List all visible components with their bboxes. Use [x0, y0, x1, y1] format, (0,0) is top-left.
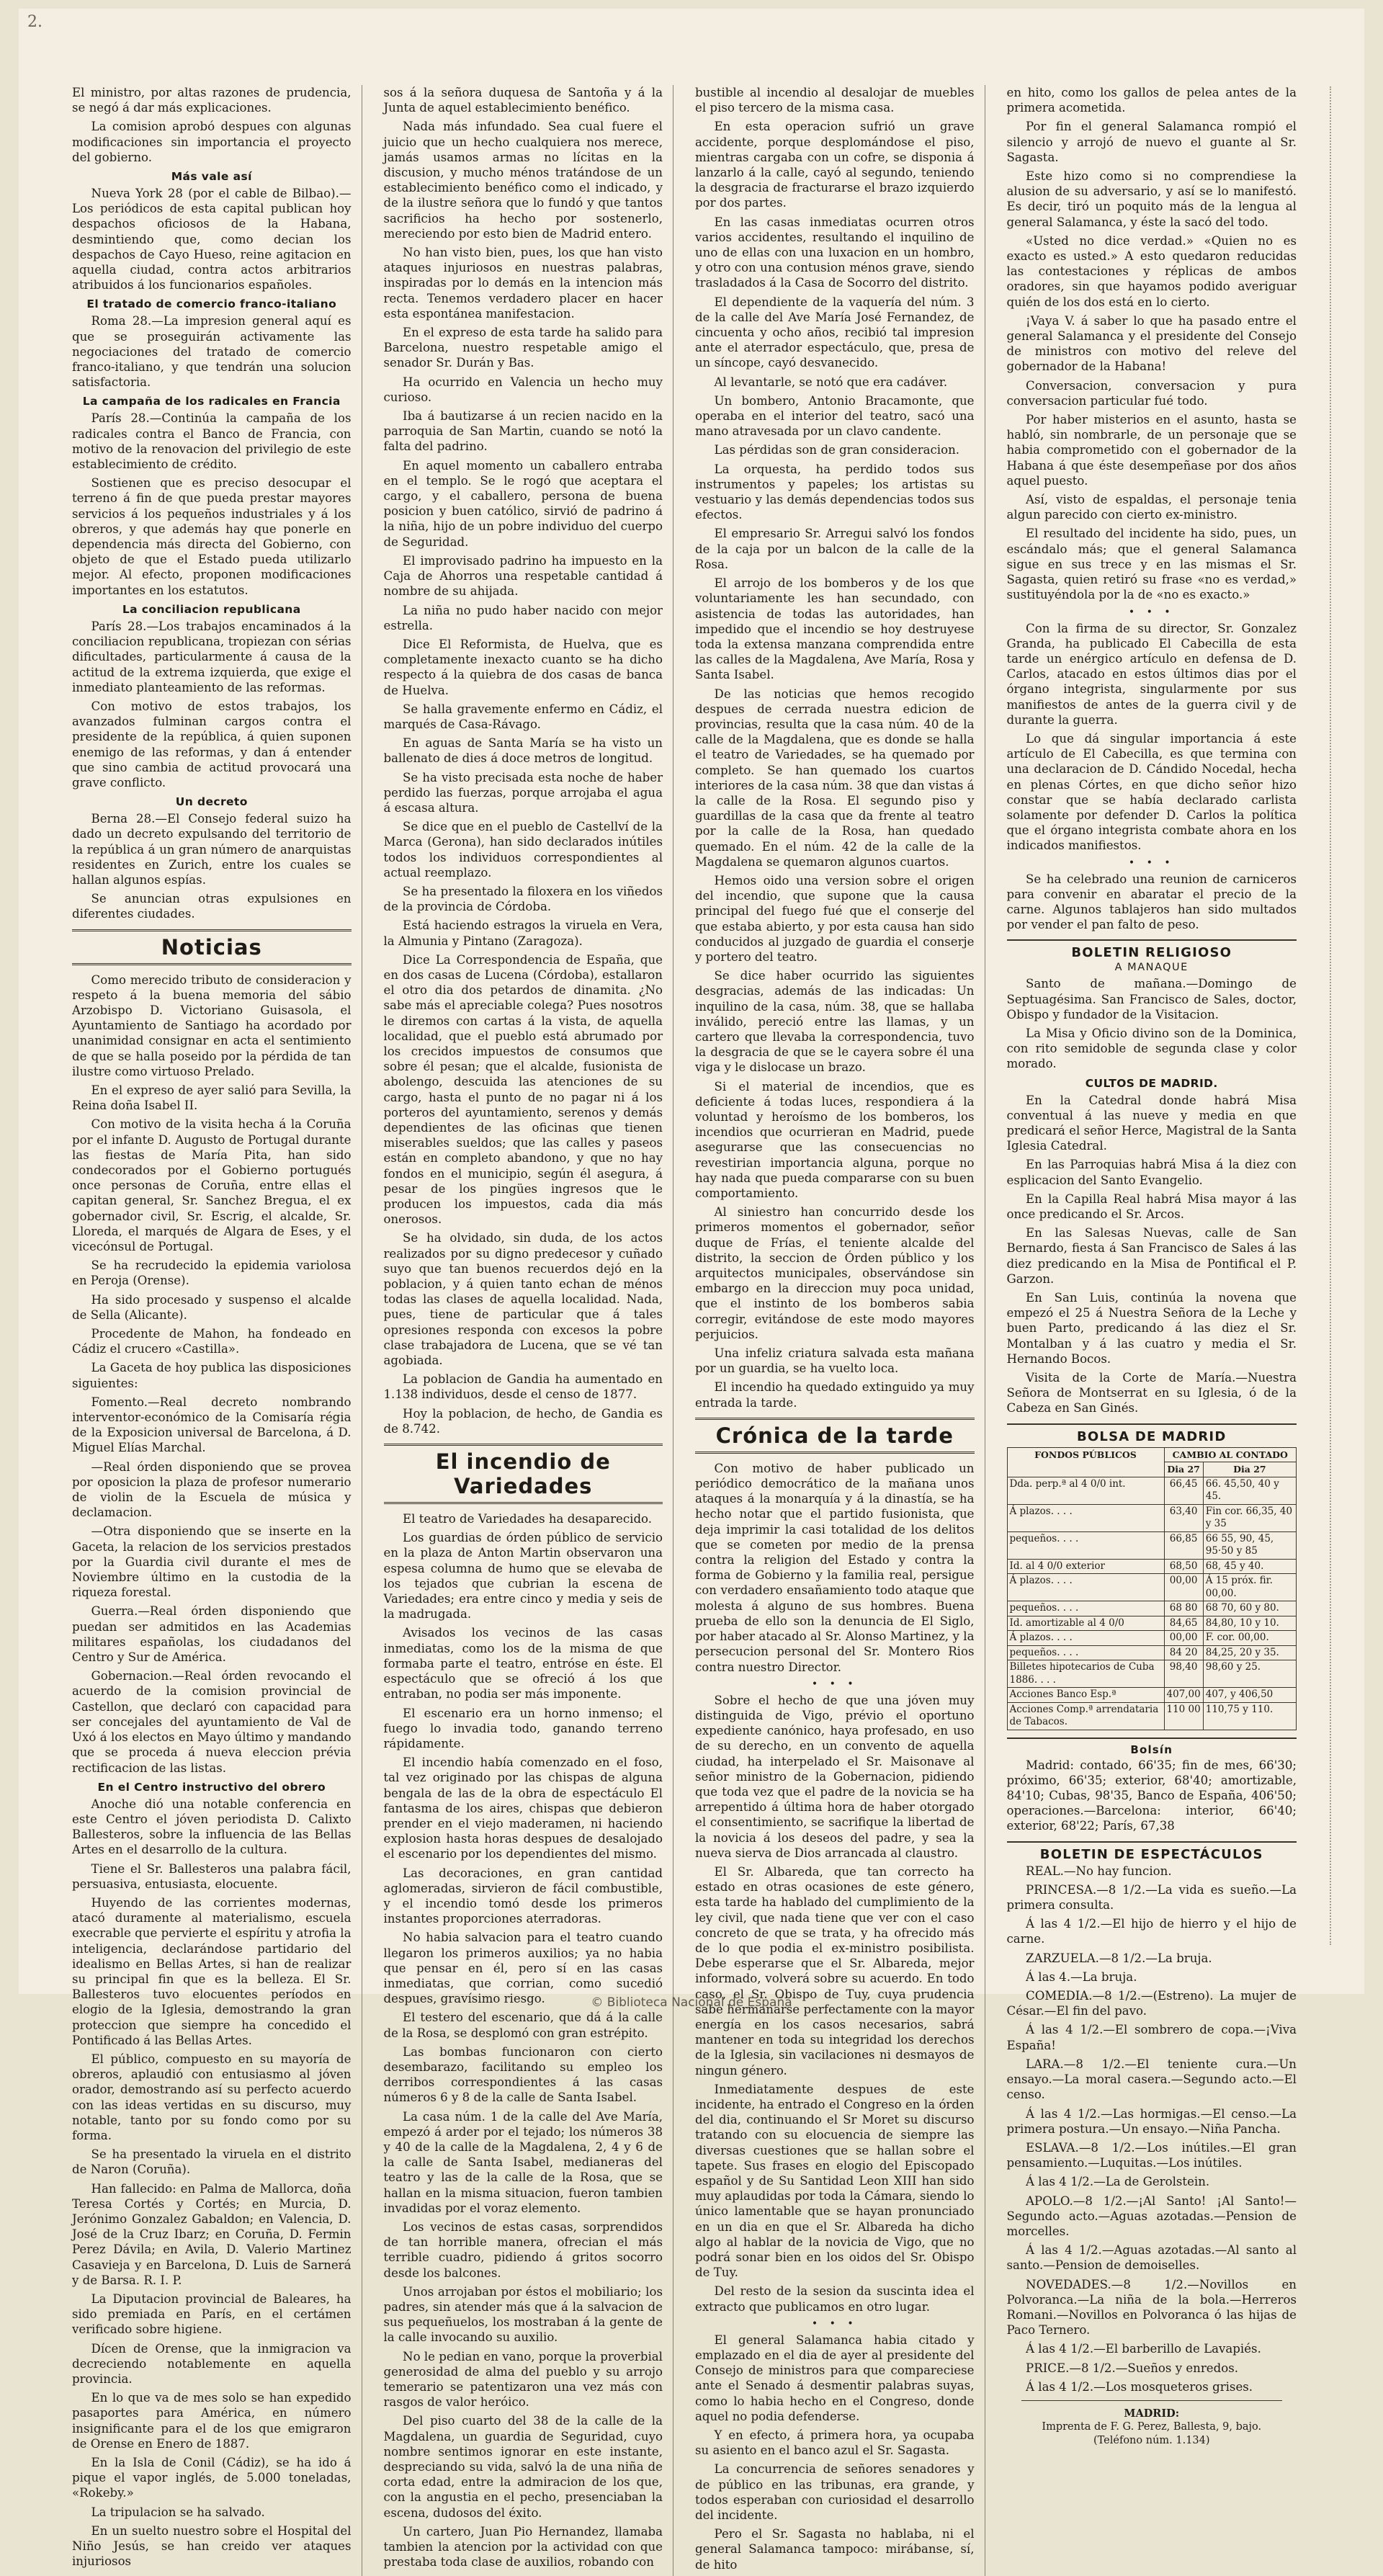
article-paragraph: Con motivo de estos trabajos, los avanzados fulminan cargos contra el presidente de la república, á quien suponen enemigo de las reformas, y dan á entender que sino cambia de actitud provocará una grave conflicto. [72, 699, 352, 790]
article-paragraph: El improvisado padrino ha impuesto en la Caja de Ahorros una respetable cantidad á nombre de su ahijada. [383, 553, 663, 599]
article-paragraph: El ministro, por altas razones de prudencia, se negó á dar más explicaciones. [72, 86, 352, 115]
espectaculos-body [1007, 1864, 1297, 2394]
article-paragraph: Hoy la poblacion, de hecho, de Gandia es de 8.742. [383, 1406, 663, 1436]
article-paragraph: En la Capilla Real habrá Misa mayor á las once predicando el Sr. Arcos. [1006, 1191, 1297, 1221]
subheading: El tratado de comercio franco-italiano [86, 298, 337, 311]
bolsa-cell-dia-1: 84,65 [1164, 1616, 1203, 1631]
article-paragraph: Así, visto de espaldas, el personaje tenia algun parecido con cierto ex-ministro. [1006, 493, 1297, 522]
article-paragraph: Fomento.—Real decreto nombrando interventor-económico de la Comisaría régia de la Exposicion universal de Barcelona, á D. Miguel Elías Marchal. [72, 1395, 352, 1455]
article-paragraph: Á las 4 1/2.—Las hormigas.—El censo.—La primera postura.—Un ensayo.—Niña Pancha. [1006, 2106, 1297, 2136]
bolsa-cell-dia-1: 66,85 [1164, 1531, 1203, 1559]
column-4 [1007, 85, 1297, 2576]
article-paragraph: Tiene el Sr. Ballesteros una palabra fácil, persuasiva, entusiasta, elocuente. [72, 1861, 352, 1891]
bolsa-cell-name: Dda. perp.ª al 4 0/0 int. [1007, 1477, 1164, 1504]
article-paragraph: Como merecido tributo de consideracion y respeto á la buena memoria del sábio Arzobispo D. Victoriano Guisasola, el Ayuntamiento de Santiago ha acordado por unanimidad consignar en acta el sentimiento de que se halla poseido por la pérdida de tan ilustre como virtuoso Prelado. [72, 972, 352, 1078]
article-paragraph: Los vecinos de estas casas, sorprendidos de tan horrible manera, ofrecian el más terrible cuadro, pidiendo á gritos socorro desde los balcones. [383, 2220, 663, 2280]
page-number: 2. [27, 13, 42, 31]
article-paragraph: Se ha olvidado, sin duda, de los actos realizados por su digno predecesor y cuñado suyo que tan buenos recuerdos dejó en la poblacion, y á quien tanto echan de ménos todas las clases de aquella localidad. Nada, pues, tiene de particular que á tales opresiones responda con excesos la pobre clase trabajadora de Lucena, que se vé tan agobiada. [383, 1231, 663, 1368]
article-paragraph: La Misa y Oficio divino son de la Dominica, con rito semidoble de segunda clase y color morado. [1006, 1026, 1297, 1071]
article-paragraph: en hito, como los gallos de pelea antes de la primera acometida. [1006, 86, 1297, 115]
bolsa-cell-name: Á plazos. . . . [1007, 1631, 1164, 1646]
separator-asterism: • • • [811, 2317, 858, 2330]
bolsa-cell-dia-1: 110 00 [1164, 1702, 1203, 1730]
article-paragraph: REAL.—No hay funcion. [1026, 1864, 1172, 1878]
bolsa-row [1007, 1559, 1297, 1574]
article-paragraph: El teatro de Variedades ha desaparecido. [403, 1512, 653, 1526]
boletin-espectaculos [1007, 1841, 1297, 2394]
section-banner: Crónica de la tarde [695, 1418, 975, 1454]
article-paragraph: Anoche dió una notable conferencia en este Centro el jóven periodista D. Calixto Ballesteros, sobre la influencia de las Bellas Artes en el desarrollo de la cultura. [72, 1797, 352, 1857]
article-paragraph: Procedente de Mahon, ha fondeado en Cádiz el crucero «Castilla». [72, 1327, 352, 1356]
article-paragraph: Con motivo de la visita hecha á la Coruña por el infante D. Augusto de Portugal durante las fiestas de María Pita, han sido condecorados por el Gobierno portugués once personas de Coruña, entre ellas el capitan general, Sr. Sanchez Bregua, el ex gobernador civil, Sr. Escrig, el alcalde, Sr. Lloreda, el marqués de Algara de Eses, y el vicecónsul de Portugal. [72, 1117, 352, 1253]
imprint-city: MADRID: [1124, 2407, 1180, 2420]
bolsa-col-fondos: FONDOS PÚBLICOS [1007, 1447, 1164, 1477]
bolsa-cell-dia-2: 407, y 406,50 [1203, 1688, 1296, 1703]
bolsa-cell-dia-1: 63,40 [1164, 1504, 1203, 1531]
article-paragraph: Se ha presentado la filoxera en los viñedos de la provincia de Córdoba. [383, 884, 663, 914]
subheading: La conciliacion republicana [122, 602, 301, 616]
article-paragraph: Por haber misterios en el asunto, hasta se habló, sin nombrarle, de un personaje que se habia comprometido con el gobernador de la Habana á que éste desempeñase por dos años aquel puesto. [1006, 413, 1297, 488]
bolsa-cell-dia-2: 66 55, 90, 45, 95·50 y 85 [1203, 1531, 1296, 1559]
article-paragraph: París 28.—Los trabajos encaminados á la conciliacion republicana, tropiezan con sérias dificultades, particularmente á causa de la actitud de la extrema izquierda, que exige el inmediato planteamiento de las reformas. [72, 619, 352, 694]
article-paragraph: Del piso cuarto del 38 de la calle de la Magdalena, un guardia de Seguridad, cuyo nombre sentimos ignorar en este instante, despreciando su vida, salvó la de una niña de corta edad, entre la admiracion de los que, con la angustia en el pecho, presenciaban la escena, dudosos del éxito. [383, 2414, 663, 2520]
article-paragraph: Al siniestro han concurrido desde los primeros momentos el gobernador, señor duque de Frías, el teniente alcalde del distrito, la seccion de Órden público y los arquitectos municipales, observándose sin embargo en la direccion muy poca unidad, que el instinto de los bomberos sabia corregir, evitándose de este modo mayores perjuicios. [695, 1205, 975, 1341]
column-1 [72, 85, 362, 2576]
imprint [1007, 2407, 1297, 2448]
article-paragraph: Iba á bautizarse á un recien nacido en la parroquia de San Martin, cuando se notó la falta del padrino. [383, 409, 663, 454]
article-paragraph: La Diputacion provincial de Baleares, ha sido premiada en París, en el certámen verificado sobre higiene. [72, 2292, 352, 2337]
divider [1021, 2400, 1283, 2401]
bolsa-cell-dia-2: Fin cor. 66,35, 40 y 35 [1203, 1504, 1296, 1531]
bolsa-row [1007, 1477, 1297, 1504]
article-paragraph: PRICE.—8 1/2.—Sueños y enredos. [1026, 2361, 1238, 2375]
article-paragraph: Á las 4 1/2.—La de Gerolstein. [1026, 2175, 1210, 2189]
article-paragraph: Se ha presentado la viruela en el distrito de Naron (Coruña). [72, 2147, 352, 2177]
article-paragraph: No habia salvacion para el teatro cuando llegaron los primeros auxilios; ya no habia que pensar en él, pero sí en las casas inmediatas, que corrian, como sucedió despues, gravísimo riesgo. [383, 1931, 663, 2006]
article-paragraph: Un cartero, Juan Pio Hernandez, llamaba tambien la atencion por la actividad con que prestaba toda clase de auxilios, robando con [383, 2524, 663, 2570]
espectaculos-title: BOLETIN DE ESPECTÁCULOS [1007, 1841, 1297, 1862]
article-paragraph: ZARZUELA.—8 1/2.—La bruja. [1026, 1951, 1212, 1965]
article-paragraph: Guerra.—Real órden disponiendo que puedan ser admitidos en las Academias militares españolas, los ciudadanos del Centro y Sur de América. [72, 1604, 352, 1665]
article-paragraph: París 28.—Continúa la campaña de los radicales contra el Banco de Francia, con motivo de la renovacion del privilegio de este establecimiento de crédito. [72, 411, 352, 472]
bolsa-cell-name: Acciones Banco Esp.ª [1007, 1688, 1164, 1703]
article-paragraph: Por fin el general Salamanca rompió el silencio y arrojó de nuevo el guante al Sr. Sagasta. [1006, 120, 1297, 164]
bolsa-table [1007, 1447, 1297, 1730]
article-paragraph: La tripulacion se ha salvado. [91, 2505, 265, 2519]
fold-mark [1330, 86, 1335, 1945]
article-paragraph: Ha ocurrido en Valencia un hecho muy curioso. [383, 375, 663, 404]
article-paragraph: Este hizo como si no comprendiese la alusion de su adversario, y así se lo manifestó. Es decir, tiró un poquito más de la lengua al general Salamanca, y éste la sacó del todo. [1006, 169, 1297, 229]
article-paragraph: Los guardias de órden público de servicio en la plaza de Anton Martin observaron una espesa columna de humo que se elevaba de los tejados que cubrian la escena de Variedades; era entre cinco y media y seis de la madrugada. [383, 1531, 663, 1622]
bolsa-cell-name: pequeños. . . . [1007, 1601, 1164, 1616]
article-paragraph: De las noticias que hemos recogido despues de cerrada nuestra edicion de provincias, resulta que la casa núm. 40 de la calle de la Magdalena, que es donde se halla el teatro de Variedades, se ha quemado por completo. Se han quemado los cuartos interiores de la casa núm. 38 que dan vistas á la calle de la Rosa. El segundo piso y guardillas de la casa que da frente al teatro por la calle de la Rosa, han quedado quemado. En el núm. 42 de la calle de la Magdalena se quemaron algunos cuartos. [695, 687, 975, 869]
article-paragraph: Visita de la Corte de María.—Nuestra Señora de Montserrat en su Iglesia, ó de la Cabeza en San Ginés. [1006, 1371, 1297, 1416]
bolsa-row [1007, 1574, 1297, 1601]
article-paragraph: En el expreso de esta tarde ha salido para Barcelona, nuestro respetable amigo el senador Sr. Durán y Bas. [383, 326, 663, 370]
article-paragraph: Del resto de la sesion da suscinta idea el extracto que publicamos en otro lugar. [695, 2284, 975, 2314]
bolsa-cell-dia-1: 68 80 [1164, 1601, 1203, 1616]
bolsa-de-madrid [1007, 1423, 1297, 1834]
bolsa-cell-dia-1: 00,00 [1164, 1631, 1203, 1646]
bolsa-cell-name: Á plazos. . . . [1007, 1504, 1164, 1531]
article-paragraph: NOVEDADES.—8 1/2.—Novillos en Polvoranca.—La niña de la bola.—Herreros Romani.—Novillos en Polvoranca ó las hijas de Paco Ternero. [1006, 2277, 1297, 2338]
bolsa-cell-name: Id. amortizable al 4 0/0 [1007, 1616, 1164, 1631]
bolsa-col-cambio: CAMBIO AL CONTADO [1164, 1447, 1297, 1462]
bolsa-table-body [1007, 1477, 1297, 1730]
article-paragraph: Dícen de Orense, que la inmigracion va decreciendo notablemente en aquella provincia. [72, 2341, 352, 2387]
article-paragraph: El incendio había comenzado en el foso, tal vez originado por las chispas de alguna bengala de las de la obra de espectáculo El fantasma de los aires, chispas que debieron prender en el viejo maderamen, ni haciendo explosion hasta horas despues de desalojado el escenario por los dependientes del mismo. [383, 1756, 663, 1861]
article-paragraph: En lo que va de mes solo se han expedido pasaportes para América, en número insignificante para el de los que emigraron de Orense en Enero de 1887. [72, 2391, 352, 2451]
column-2 [384, 85, 674, 2576]
article-paragraph: Se ha visto precisada esta noche de haber perdido las fuerzas, porque arrojaba el agua á escasa altura. [383, 770, 663, 815]
bolsa-row [1007, 1531, 1297, 1559]
article-paragraph: En un suelto nuestro sobre el Hospital del Niño Jesús, se han creido ver ataques injuriosos [72, 2523, 352, 2569]
article-paragraph: La concurrencia de señores senadores y de público en las tribunas, era grande, y todos esperaban con curiosidad el desarrollo del incidente. [695, 2462, 975, 2523]
bolsa-row [1007, 1616, 1297, 1631]
article-paragraph: Unos arrojaban por éstos el mobiliario; los padres, sin atender más que á la salvacion de sus pequeñuelos, los mostraban á la gente de la calle invocando su auxilio. [383, 2284, 663, 2345]
article-paragraph: Ha sido procesado y suspenso el alcalde de Sella (Alicante). [72, 1292, 352, 1322]
article-paragraph: En el expreso de ayer salió para Sevilla, la Reina doña Isabel II. [72, 1083, 352, 1113]
bolsa-cell-dia-1: 00,00 [1164, 1574, 1203, 1601]
article-paragraph: Á las 4.—La bruja. [1026, 1969, 1137, 1984]
bolsa-row [1007, 1601, 1297, 1616]
article-paragraph: COMEDIA.—8 1/2.—(Estreno). La mujer de César.—El fin del pavo. [1006, 1989, 1297, 2018]
article-paragraph: Las decoraciones, en gran cantidad aglomeradas, sirvieron de fácil combustible, y el incendio tomó desde los primeros instantes proporciones aterradoras. [383, 1866, 663, 1926]
article-paragraph: En aquel momento un caballero entraba en el templo. Se le rogó que aceptara el cargo, y el caballero, persona de buena posicion y buen católico, sirvió de padrino á la niña, hijo de un pobre individuo del cuerpo de Seguridad. [383, 458, 663, 549]
article-paragraph: La niña no pudo haber nacido con mejor estrella. [383, 603, 663, 632]
bolsa-cell-dia-2: Á 15 próx. fir. 00,00. [1203, 1574, 1296, 1601]
article-paragraph: Hemos oido una version sobre el origen del incendio, que supone que la causa principal del fuego fué que el conserje del que estaba abierto, y por esta causa han sido conducidos al juzgado de guardia el conserje y portero del teatro. [695, 873, 975, 964]
article-paragraph: ¡Vaya V. á saber lo que ha pasado entre el general Salamanca y el presidente del Consejo de ministros con motivo del releve del gobernador de la Habana! [1006, 313, 1297, 374]
bolsa-cell-dia-2: 66. 45,50, 40 y 45. [1203, 1477, 1296, 1504]
article-paragraph: La comision aprobó despues con algunas modificaciones sin importancia el proyecto del gobierno. [72, 120, 352, 164]
article-paragraph: El empresario Sr. Arregui salvó los fondos de la caja por un balcon de la calle de la Rosa. [695, 527, 975, 571]
article-paragraph: Las pérdidas son de gran consideracion. [714, 443, 960, 457]
article-paragraph: En esta operacion sufrió un grave accidente, porque desplomándose el piso, mientras cargaba con un cofre, se disponia á lanzarlo á la calle, cayó al segundo, teniendo la desgracia de fracturarse el brazo izquierdo por dos partes. [695, 120, 975, 210]
article-paragraph: Han fallecido: en Palma de Mallorca, doña Teresa Cortés y Cortés; en Murcia, D. Jerónimo Gonzalez Gabaldon; en Valencia, D. José de la Cruz Ibarz; en Coruña, D. Fermin Perez Dávila; en Avila, D. Valerio Martinez Casavieja y en Barcelona, D. Luis de Sarnerá y de Barsa. R. I. P. [72, 2181, 352, 2287]
bolsa-row [1007, 1702, 1297, 1730]
article-paragraph: Dice El Reformista, de Huelva, que es completamente inexacto cuanto se ha dicho respecto á la quiebra de dos casas de banca de Huelva. [383, 637, 663, 697]
article-paragraph: Roma 28.—La impresion general aquí es que se proseguirán activamente las negociaciones del tratado de comercio franco-italiano, y que tendrán una solucion satisfactoria. [72, 314, 352, 390]
imprint-line-1: Imprenta de F. G. Perez, Ballesta, 9, bajo. [1042, 2420, 1262, 2433]
bolsa-row [1007, 1660, 1297, 1688]
article-paragraph: En las Salesas Nuevas, calle de San Bernardo, fiesta á San Francisco de Sales á las diez predicando en la Misa de Pontifical el P. Garzon. [1006, 1226, 1297, 1286]
article-paragraph: La orquesta, ha perdido todos sus instrumentos y papeles; los artistas su vestuario y las demás dependencias todos sus efectos. [695, 462, 975, 522]
bolsa-row [1007, 1504, 1297, 1531]
subheading: En el Centro instructivo del obrero [97, 1780, 326, 1794]
boletin-religioso-body [1007, 976, 1297, 1416]
article-paragraph: Nada más infundado. Sea cual fuere el juicio que un hecho cualquiera nos merece, jamás usamos armas no lícitas en la discusion, y mucho ménos tratándose de un establecimiento benéfico como el indicado, y de la ilustre señora que lo fundó y que tantos sacrificios ha hecho por sostenerlo, mereciendo por esto bien de Madrid entero. [383, 120, 663, 241]
article-paragraph: El Sr. Albareda, que tan correcto ha estado en otras ocasiones de este género, esta tarde ha hablado del cumplimiento de la ley civil, que nada tiene que ver con el caso concreto de que se trata, y ha ofrecido más de lo que podia el ex-ministro posibilista. Debe esperarse que el Sr. Albareda, mejor informado, volverá sobre su acuerdo. En todo caso, el Sr. Obispo de Tuy, cuya prudencia sabe hermanarse perfectamente con la mayor energía en los casos necesarios, sabrá mantener en toda su integridad los derechos de la Iglesia, sin vacilaciones ni desmayos de ningun género. [695, 1864, 975, 2078]
article-paragraph: Á las 4 1/2.—Los mosqueteros grises. [1026, 2379, 1253, 2394]
bolsa-row [1007, 1688, 1297, 1703]
article-paragraph: El arrojo de los bomberos y de los que voluntariamente les han secundado, con asistencia de todas las autoridades, han impedido que el incendio se hoy destruyese toda la extensa manzana comprendida entre las calles de la Magdalena, Ave María, Rosa y Santa Isabel. [695, 576, 975, 682]
article-paragraph: Si el material de incendios, que es deficiente á todas luces, respondiera á la voluntad y heroísmo de los bomberos, los incendios que ocurrieran en Madrid, puede asegurarse que las consecuencias no revestirian importancia alguna, porque no hay nada que pueda compararse con su buen comportamiento. [695, 1079, 975, 1201]
article-paragraph: Avisados los vecinos de las casas inmediatas, como los de la misma de que formaba parte el teatro, entróse en éste. El espectáculo que se ofreció á los que entraban, no podia ser más imponente. [383, 1626, 663, 1701]
article-paragraph: «Usted no dice verdad.» «Quien no es exacto es usted.» A esto quedaron reducidas las contestaciones y réplicas de ambos oradores, sin que hayamos podido averiguar quién de los dos está en lo cierto. [1006, 233, 1297, 309]
article-paragraph: Á las 4 1/2.—Aguas azotadas.—Al santo al santo.—Pension de demoiselles. [1006, 2243, 1297, 2273]
subheading: Un decreto [175, 795, 248, 809]
article-paragraph: PRINCESA.—8 1/2.—La vida es sueño.—La primera consulta. [1006, 1882, 1297, 1913]
article-paragraph: En aguas de Santa María se ha visto un ballenato de dies á doce metros de longitud. [383, 736, 663, 766]
separator-asterism: • • • [1128, 857, 1175, 869]
article-paragraph: Á las 4 1/2.—El hijo de hierro y el hijo de carne. [1006, 1917, 1297, 1946]
bolsa-cell-name: pequeños. . . . [1007, 1531, 1164, 1559]
article-paragraph: Lo que dá singular importancia á este artículo de El Cabecilla, es que termina con una declaracion de D. Cándido Nocedal, hecha en plenas Córtes, en que dicho señor hizo constar que se había declarado carlista solamente por defender D. Carlos la política que el órgano integrista combate ahora en los indicados manifiestos. [1006, 731, 1297, 853]
bolsa-cell-dia-1: 407,00 [1164, 1688, 1203, 1703]
article-paragraph: El público, compuesto en su mayoría de obreros, aplaudió con entusiasmo al jóven orador, demostrando así su perfecto acuerdo con las ideas vertidas en su discurso, muy notable, tanto por su fondo como por su forma. [72, 2052, 352, 2142]
article-paragraph: La casa núm. 1 de la calle del Ave María, empezó á arder por el tejado; los números 38 y 40 de la calle de la Magdalena, 2, 4 y 6 de la calle de Santa Isabel, medianeras del teatro y las de la calle de la Rosa, que se hallan en la misma situacion, fueron tambien invadidas por el voraz elemento. [383, 2109, 663, 2215]
article-paragraph: Una infeliz criatura salvada esta mañana por un guardia, se ha vuelto loca. [695, 1346, 975, 1376]
article-paragraph: No han visto bien, pues, los que han visto ataques injuriosos en nuestras palabras, inspiradas por lo demás en la intencion más recta. Tenemos verdadero placer en hacer esta espontánea manifestacion. [383, 246, 663, 321]
article-paragraph: Se ha recrudecido la epidemia variolosa en Peroja (Orense). [72, 1258, 352, 1288]
article-paragraph: Sostienen que es preciso desocupar el terreno á fin de que pueda prestar mayores servicios á los pequeños industriales y á los obreros, y que además hay que ponerle en dependencia más directa del Gobierno, con objeto de que el Estado pueda utilizarlo mejor. Al efecto, proponen modificaciones importantes en los estatutos. [72, 476, 352, 597]
bolsa-cell-name: Id. al 4 0/0 exterior [1007, 1559, 1164, 1574]
bolsa-cell-dia-2: 84,80, 10 y 10. [1203, 1616, 1296, 1631]
article-paragraph: Las bombas funcionaron con cierto desembarazo, facilitando su empleo los derribos correspondientes á las casas números 6 y 8 de la calle de Santa Isabel. [383, 2044, 663, 2105]
article-paragraph: Á las 4 1/2.—El sombrero de copa.—¡Viva España! [1006, 2023, 1297, 2052]
article-paragraph: Se anuncian otras expulsiones en diferentes ciudades. [72, 892, 352, 921]
bolsa-title: BOLSA DE MADRID [1007, 1423, 1297, 1444]
bolsa-cell-dia-1: 68,50 [1164, 1559, 1203, 1574]
column-3 [695, 85, 985, 2576]
bolsa-cell-dia-1: 84 20 [1164, 1645, 1203, 1660]
article-paragraph: Berna 28.—El Consejo federal suizo ha dado un decreto expulsando del territorio de la república á un gran número de anarquistas residentes en Zurich, entre los cuales se hallan algunos espías. [72, 812, 352, 887]
article-paragraph: El resultado del incidente ha sido, pues, un escándalo más; que el general Salamanca sigue en sus trece y en las mismas el Sr. Sagasta, quien retiró su frase «no es verdad,» sustituyéndola por la de «no es exacto.» [1006, 527, 1297, 602]
article-paragraph: Á las 4 1/2.—El barberillo de Lavapiés. [1026, 2342, 1261, 2356]
article-paragraph: Nueva York 28 (por el cable de Bilbao).—Los periódicos de esta capital publican hoy despachos oficiosos de la Habana, desmintiendo que, como decian los despachos de Cayo Hueso, reine agitacion en aquella ciudad, contra actos arbitrarios atribuidos á los funcionarios españoles. [72, 187, 352, 292]
bolsa-row [1007, 1631, 1297, 1646]
bolsa-col-dia-2: Dia 27 [1203, 1462, 1296, 1477]
column-4-news [1007, 85, 1297, 932]
bolsin-title: Bolsín [1007, 1738, 1297, 1756]
article-paragraph: —Otra disponiendo que se inserte en la Gaceta, la relacion de los servicios prestados por la Guardia civil durante el mes de Noviembre último en la custodia de la riqueza forestal. [72, 1524, 352, 1600]
bolsa-cell-dia-1: 98,40 [1164, 1660, 1203, 1688]
article-paragraph: El general Salamanca habia citado y emplazado en el dia de ayer al presidente del Consejo de ministros para que compareciese ante el Senado á desmentir palabras suyas, como lo habia hecho en el Congreso, donde aquel no podia defenderse. [695, 2333, 975, 2423]
boletin-religioso-title: BOLETIN RELIGIOSO [1007, 939, 1297, 960]
article-paragraph: sos á la señora duquesa de Santoña y á la Junta de aquel establecimiento benéfico. [383, 86, 663, 115]
article-paragraph: Conversacion, conversacion y pura conversacion particular fué todo. [1006, 378, 1297, 408]
article-paragraph: Huyendo de las corrientes modernas, atacó duramente al materialismo, escuela execrable que pervierte el espíritu y atrofia la inteligencia, declarándose partidario del idealismo en Bellas Artes, si han de realizar su principal fin que es la belleza. El Sr. Ballesteros tuvo elocuentes períodos en elogio de la Iglesia, demostrando la gran proteccion que siempre ha concedido el Pontificado á las Bellas Artes. [72, 1895, 352, 2047]
article-paragraph: Se dice que en el pueblo de Castellví de la Marca (Gerona), han sido declarados inútiles todos los individuos correspondientes al actual reemplazo. [383, 820, 663, 880]
article-paragraph: Al levantarle, se notó que era cadáver. [714, 375, 948, 389]
article-paragraph: En la Isla de Conil (Cádiz), se ha ido á pique el vapor inglés, de 5.000 toneladas, «Rokeby.» [72, 2456, 352, 2500]
article-paragraph: Con la firma de su director, Sr. Gonzalez Granda, ha publicado El Cabecilla de esta tarde un enérgico artículo en defensa de D. Carlos, atacado en estos últimos dias por el órgano integrista, singularmente por sus manifiestos de antes de la guerra civil y de durante la guerra. [1006, 621, 1297, 727]
article-paragraph: Sobre el hecho de que una jóven muy distinguida de Vigo, prévio el oportuno expediente canónico, haya profesado, en uso de su derecho, en un convento de aquella ciudad, ha interpelado el Sr. Maisonave al señor ministro de la Gobernacion, pidiendo que toda vez que el padre de la novicia se ha arrepentido á última hora de haber otorgado el consentimiento, se sacrifique la libertad de la novicia á los deseos del padre, y sea la nueva sierva de Dios arrancada al claustro. [695, 1693, 975, 1860]
section-banner: El incendio de Variedades [384, 1444, 663, 1504]
article-paragraph: Con motivo de haber publicado un periódico democrático de la mañana unos ataques á la monarquía y á la dinastía, se ha hecho notar que el partido fusionista, que deja imprimir la casi totalidad de los delitos que se cometen por medio de la prensa contra la religion del Estado y contra la forma de Gobierno y la familia real, persigue con verdadero ensañamiento todo ataque que molesta á alguno de sus hombres. Buena prueba de ello son la denuncia de El Siglo, por haber atacado al Sr. Alonso Martinez, y la persecucion personal del Sr. Montero Rios contra nuestro Director. [695, 1461, 975, 1674]
subheading: La campaña de los radicales en Francia [82, 395, 341, 408]
article-paragraph: ESLAVA.—8 1/2.—Los inútiles.—El gran pensamiento.—Luquitas.—Los inútiles. [1006, 2140, 1297, 2170]
library-credit: © Biblioteca Nacional de España [591, 1995, 792, 2010]
article-paragraph: La poblacion de Gandia ha aumentado en 1.138 individuos, desde el censo de 1877. [383, 1372, 663, 1402]
article-paragraph: Gobernacion.—Real órden revocando el acuerdo de la comision provincial de Castellon, que declaró con capacidad para ser concejales del ayuntamiento de Val de Uxó á los electos en Mayo último y mandando que se proceda á nueva eleccion prévia rectificacion de las listas. [72, 1669, 352, 1775]
article-paragraph: El dependiente de la vaquería del núm. 3 de la calle del Ave María José Fernandez, de cincuenta y ocho años, recibió tal impresion ante el aterrador espectáculo, que, presa de un síncope, cayó desvanecido. [695, 295, 975, 370]
article-paragraph: Se ha celebrado una reunion de carniceros para convenir en abaratar el precio de la carne. Algunos tablajeros han sido multados por vender el pan falto de peso. [1006, 872, 1297, 932]
article-paragraph: El escenario era un horno inmenso; el fuego lo invadia todo, ganando terreno rápidamente. [383, 1706, 663, 1750]
article-paragraph: No le pedian en vano, porque la proverbial generosidad de alma del pueblo y su arrojo temerario se patentizaron una vez más con rasgos de valor heróico. [383, 2349, 663, 2410]
bolsa-col-dia-1: Dia 27 [1164, 1462, 1203, 1477]
section-banner: Noticias [72, 929, 352, 965]
article-paragraph: Está haciendo estragos la viruela en Vera, la Almunia y Pintano (Zaragoza). [383, 918, 663, 948]
bolsa-cell-dia-2: 98,60 y 25. [1203, 1660, 1296, 1688]
article-paragraph: Y en efecto, á primera hora, ya ocupaba su asiento en el banco azul el Sr. Sagasta. [695, 2428, 975, 2458]
article-paragraph: Pero el Sr. Sagasta no hablaba, ni el general Salamanca tampoco: mirábanse, sí, de hito [695, 2527, 975, 2572]
article-paragraph: Se dice haber ocurrido las siguientes desgracias, además de las indicadas: Un inquilino de la casa, núm. 38, que se hallaba inválido, pereció entre las llamas, y un cartero que llevaba la correspondencia, tuvo la desgracia de que se le cayera sobre él una viga y le dislocase un brazo. [695, 969, 975, 1075]
bolsa-cell-dia-1: 66,45 [1164, 1477, 1203, 1504]
bolsa-row [1007, 1645, 1297, 1660]
bolsa-cell-dia-2: 84,25, 20 y 35. [1203, 1645, 1296, 1660]
bolsa-cell-dia-2: 68, 45 y 40. [1203, 1559, 1296, 1574]
bolsa-cell-name: Acciones Comp.ª arrendataria de Tabacos. [1007, 1702, 1164, 1730]
article-paragraph: bustible al incendio al desalojar de muebles el piso tercero de la misma casa. [695, 86, 975, 115]
article-paragraph: En las casas inmediatas ocurren otros varios accidentes, resultando el inquilino de uno de ellas con una luxacion en un hombro, y otro con una contusion ménos grave, siendo trasladados á la Casa de Socorro del distrito. [695, 215, 975, 290]
subheading: CULTOS DE MADRID. [1085, 1076, 1218, 1090]
article-paragraph: Dice La Correspondencia de España, que en dos casas de Lucena (Córdoba), estallaron el otro dia dos petardos de dinamita. ¿No sabe más el apreciable colega? Pues nosotros le diremos con cartas á la vista, de aquella localidad, que el pueblo está abrumado por los crecidos impuestos de consumos que sobre él pesan; que el alcalde, fusionista de abolengo, descuida las atenciones de su cargo, hasta el punto de no pagar ni á los porteros del ayuntamiento, serenos y demás dependientes de las oficinas que tienen miserables sueldos; que las calles y paseos están en completo abandono, y que no hay fondos en el municipio, según él asegura, á pesar de los pingües ingresos que le producen los impuestos, cada dia más onerosos. [383, 952, 663, 1227]
bolsin-text: Madrid: contado, 66'35; fin de mes, 66'30; próximo, 66'35; exterior, 68'40; amortizable, 84'10; Cubas, 98'35, Banco de España, 406'50; operaciones.—Barcelona: interior, 66'40; exterior, 68'22; París, 67,38 [1006, 1758, 1297, 1833]
boletin-religioso-subtitle: A MANAQUE [1114, 962, 1189, 974]
separator-asterism: • • • [811, 1678, 858, 1690]
article-paragraph: Se halla gravemente enfermo en Cádiz, el marqués de Casa-Rávago. [383, 702, 663, 731]
article-paragraph: Un bombero, Antonio Bracamonte, que operaba en el interior del teatro, sacó una mano atravesada por un clavo candente. [695, 393, 975, 439]
bolsa-cell-dia-2: 110,75 y 110. [1203, 1702, 1296, 1730]
article-paragraph: LARA.—8 1/2.—El teniente cura.—Un ensayo.—La moral casera.—Segundo acto.—El censo. [1006, 2057, 1297, 2102]
bolsa-cell-dia-2: F. cor. 00,00. [1203, 1631, 1296, 1646]
bolsa-cell-name: Á plazos. . . . [1007, 1574, 1164, 1601]
imprint-line-2: (Teléfono núm. 1.134) [1093, 2434, 1210, 2446]
bolsa-cell-dia-2: 68 70, 60 y 80. [1203, 1601, 1296, 1616]
bolsa-cell-name: pequeños. . . . [1007, 1645, 1164, 1660]
subheading: Más vale así [171, 170, 252, 184]
article-paragraph: En San Luis, continúa la novena que empezó el 25 á Nuestra Señora de la Leche y buen Parto, predicando á las diez el Sr. Montalban y á las cuatro y media el Sr. Hernando Bocos. [1006, 1291, 1297, 1366]
article-paragraph: Inmediatamente despues de este incidente, ha entrado el Congreso en la órden del dia, continuando el Sr Moret su discurso tratando con su elocuencia de siempre las diversas cuestiones que se hallan sobre el tapete. Sus frases en elogio del Episcopado español y de Su Santidad Leon XIII han sido muy aplaudidas por toda la Cámara, siendo lo único lamentable que se hayan pronunciado en un dia en que el Sr. Albareda ha dicho algo al hablar de la novicia de Vigo, que no podrá sonar bien en los oidos del Sr. Obispo de Tuy. [695, 2082, 975, 2280]
article-paragraph: —Real órden disponiendo que se provea por oposicion la plaza de profesor numerario de violin de la Escuela de música y declamacion. [72, 1459, 352, 1520]
boletin-religioso [1007, 939, 1297, 1416]
article-paragraph: APOLO.—8 1/2.—¡Al Santo! ¡Al Santo!—Segundo acto.—Aguas azotadas.—Pension de morcelles. [1006, 2193, 1297, 2238]
article-paragraph: Santo de mañana.—Domingo de Septuagésima. San Francisco de Sales, doctor, Obispo y fundador de la Visitacion. [1006, 977, 1297, 1021]
article-paragraph: El testero del escenario, que dá á la calle de la Rosa, se desplomó con gran estrépito. [383, 2011, 663, 2040]
article-paragraph: El incendio ha quedado extinguido ya muy entrada la tarde. [695, 1380, 975, 1410]
bolsa-cell-name: Billetes hipotecarios de Cuba 1886. . . . [1007, 1660, 1164, 1688]
article-paragraph: En la Catedral donde habrá Misa conventual á las nueve y media en que predicará el señor Herce, Magistral de la Santa Iglesia Catedral. [1006, 1093, 1297, 1153]
article-paragraph: En las Parroquias habrá Misa á la diez con esplicacion del Santo Evangelio. [1006, 1158, 1297, 1187]
article-paragraph: La Gaceta de hoy publica las disposiciones siguientes: [72, 1361, 352, 1390]
separator-asterism: • • • [1128, 606, 1175, 618]
